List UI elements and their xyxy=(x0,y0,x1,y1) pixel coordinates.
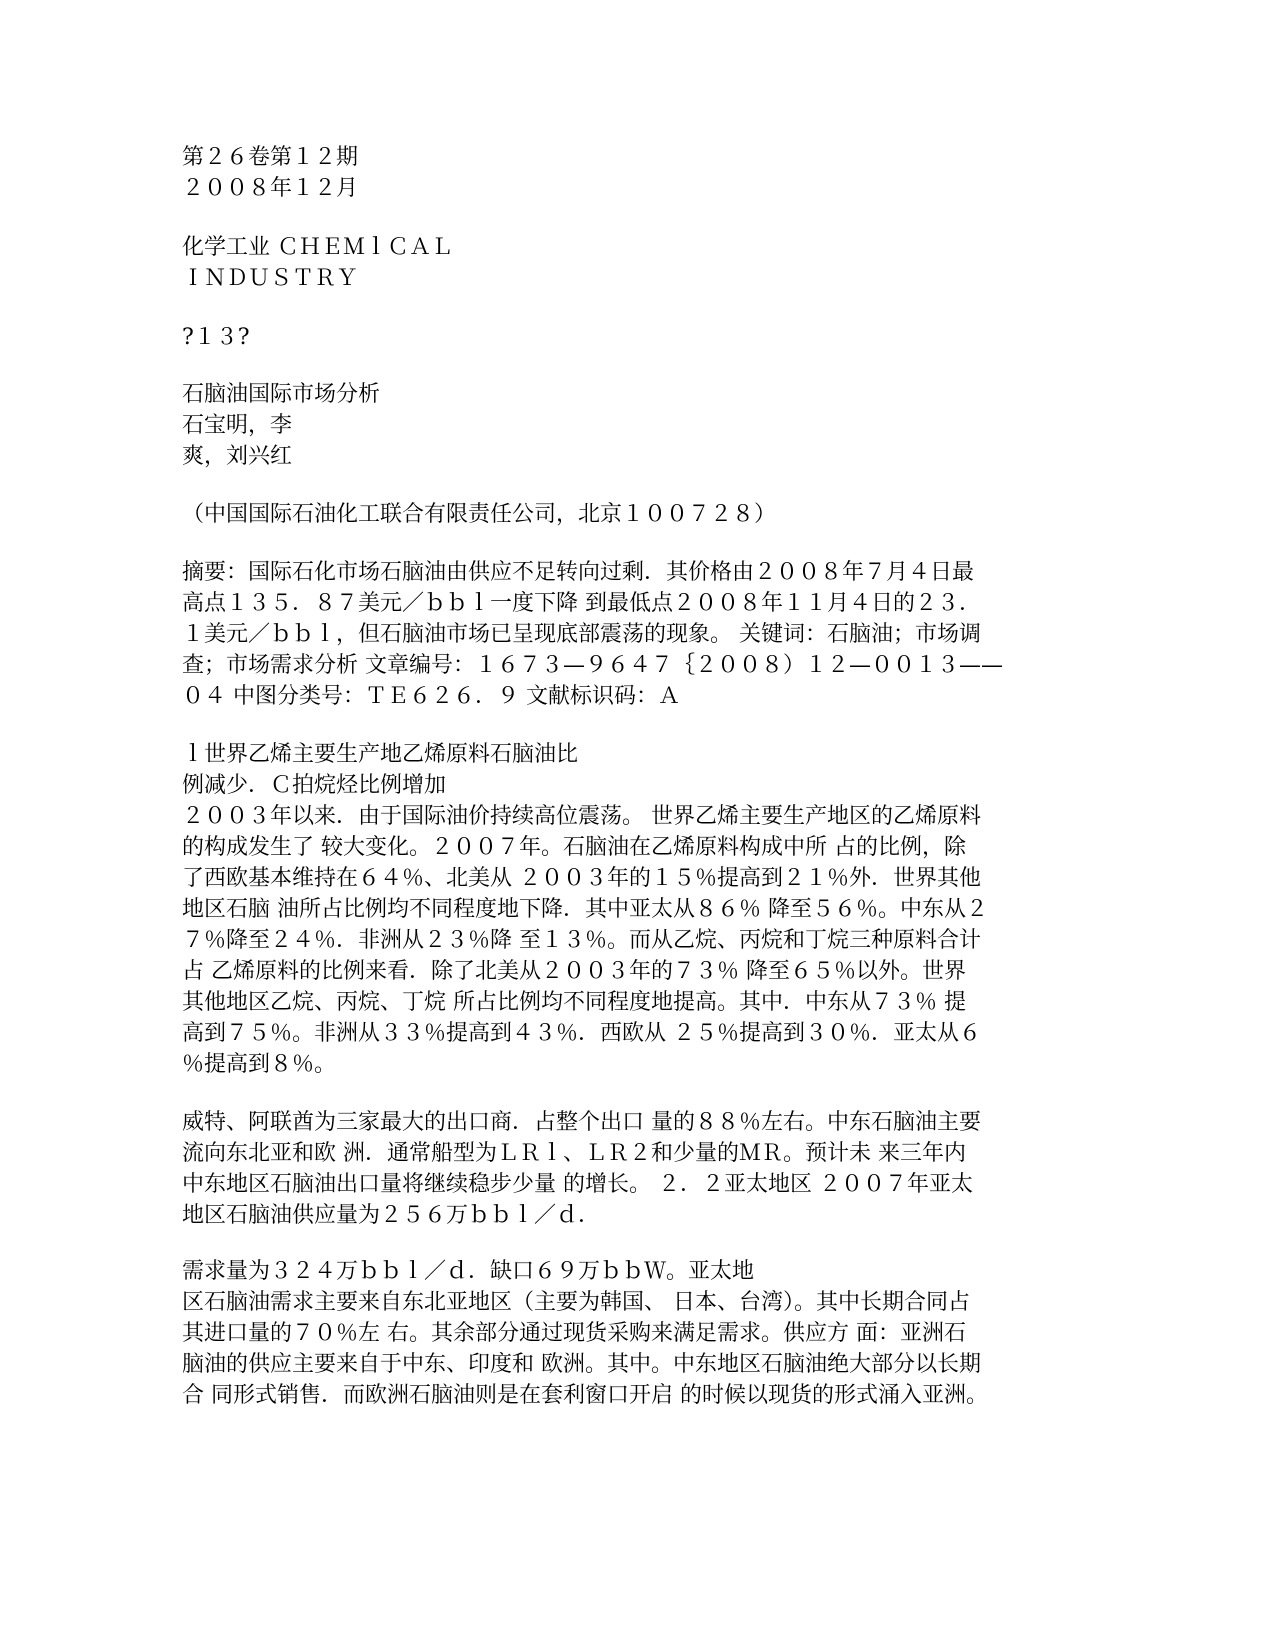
journal-name-line-2: ＩＮＤＵＳＴＲＹ xyxy=(182,266,359,291)
body-line: 需求量为３２４万ｂｂｌ／ｄ．缺口６９万ｂｂＷ。亚太地 xyxy=(182,1259,755,1284)
body-line: ７％降至２４％．非洲从２３％降 至１３％。而从乙烷、丙烷和丁烷三种原料合计 xyxy=(182,928,981,953)
abstract-line: 摘要：国际石化市场石脑油由供应不足转向过剩．其价格由２００８年７月４日最 xyxy=(182,560,975,585)
body-line: 合 同形式销售．而欧洲石脑油则是在套利窗口开启 的时候以现货的形式涌入亚洲。 xyxy=(182,1383,988,1408)
body-line: 了西欧基本维持在６４％、北美从 ２００３年的１５％提高到２１％外．世界其他 xyxy=(182,866,981,891)
body-line: 其他地区乙烷、丙烷、丁烷 所占比例均不同程度地提高。其中．中东从７３％ 提 xyxy=(182,990,966,1015)
body-line: 其进口量的７０％左 右。其余部分通过现货采购来满足需求。供应方 面：亚洲石 xyxy=(182,1321,966,1346)
section-heading-line-1: ｌ世界乙烯主要生产地乙烯原料石脑油比 xyxy=(182,742,579,767)
abstract-line: 查；市场需求分析 文章编号：１６７３—９６４７｛２００８）１２—００１３—— xyxy=(182,653,1003,678)
volume-issue: 第２６卷第１２期 xyxy=(182,145,359,170)
abstract-line: 高点１３５．８７美元／ｂｂｌ一度下降 到最低点２００８年１１月４日的２３． xyxy=(182,591,981,616)
body-line: 地区石脑油供应量为２５６万ｂｂｌ／ｄ． xyxy=(182,1203,601,1228)
body-line: 高到７５％。非洲从３３％提高到４３％．西欧从 ２５％提高到３０％．亚太从６ xyxy=(182,1021,981,1046)
body-line: 地区石脑 油所占比例均不同程度地下降．其中亚太从８６％ 降至５６％。中东从２ xyxy=(182,897,988,922)
authors-line-2: 爽，刘兴红 xyxy=(182,444,293,469)
body-line: 占 乙烯原料的比例来看．除了北美从２００３年的７３％ 降至６５％以外。世界 xyxy=(182,959,966,984)
authors-line-1: 石宝明，李 xyxy=(182,413,293,438)
journal-name-line-1: 化学工业 ＣＨＥＭｌＣＡＬ xyxy=(182,235,453,260)
publication-date: ２００８年１２月 xyxy=(182,176,359,201)
body-line: ２００３年以来．由于国际油价持续高位震荡。 世界乙烯主要生产地区的乙烯原料 xyxy=(182,804,981,829)
section-heading-line-2: 例减少．Ｃ拍烷烃比例增加 xyxy=(182,773,447,798)
page-number: ?１３? xyxy=(182,325,250,350)
abstract-line: ０４ 中图分类号：ＴＥ６２６．９ 文献标识码：Ａ xyxy=(182,684,680,709)
abstract-line: １美元／ｂｂｌ，但石脑油市场已呈现底部震荡的现象。 关键词：石脑油；市场调 xyxy=(182,622,981,647)
body-line: 的构成发生了 较大变化。２００７年。石脑油在乙烯原料构成中所 占的比例，除 xyxy=(182,835,966,860)
body-line: 脑油的供应主要来自于中东、印度和 欧洲。其中。中东地区石脑油绝大部分以长期 xyxy=(182,1352,981,1377)
body-line: ％提高到８％。 xyxy=(182,1052,337,1077)
body-line: 区石脑油需求主要来自东北亚地区（主要为韩国、 日本、台湾）。其中长期合同占 xyxy=(182,1290,970,1315)
affiliation: （中国国际石油化工联合有限责任公司，北京１００７２８） xyxy=(182,502,777,527)
body-line: 中东地区石脑油出口量将继续稳步少量 的增长。 ２．２亚太地区 ２００７年亚太 xyxy=(182,1172,973,1197)
body-line: 流向东北亚和欧 洲．通常船型为ＬＲｌ、ＬＲ２和少量的ＭＲ。预计未 来三年内 xyxy=(182,1141,966,1166)
body-line: 威特、阿联酋为三家最大的出口商．占整个出口 量的８８％左右。中东石脑油主要 xyxy=(182,1110,981,1135)
article-title: 石脑油国际市场分析 xyxy=(182,382,381,407)
